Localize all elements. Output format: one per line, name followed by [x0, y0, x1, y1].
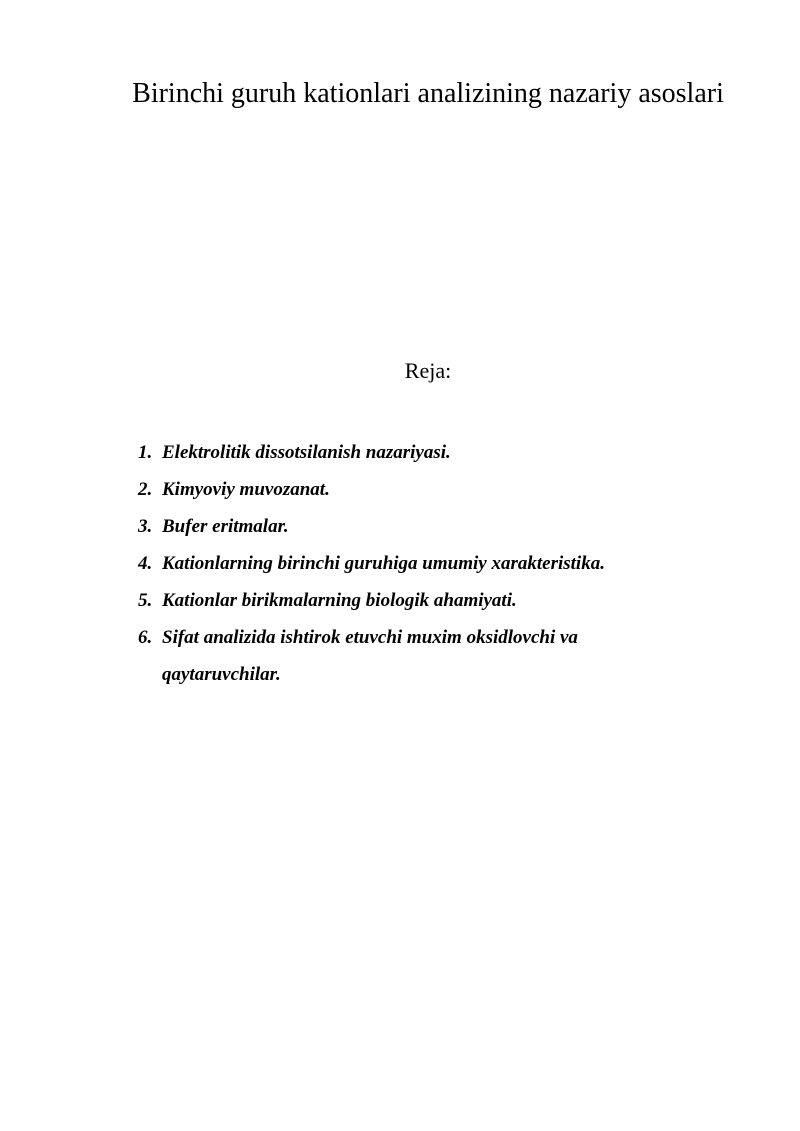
plan-item-2	[138, 471, 698, 508]
plan-item-number: 4.	[138, 553, 153, 574]
plan-item-6	[138, 619, 698, 693]
plan-item-text: Sifat analizida ishtirok etuvchi muxim oksidlovchi va qaytaruvchilar.	[162, 627, 578, 685]
plan-item-number: 2.	[138, 479, 153, 500]
plan-item-text: Bufer eritmalar.	[162, 516, 289, 537]
plan-item-text: Kationlarning birinchi guruhiga umumiy xarakteristika.	[162, 553, 605, 574]
plan-list	[138, 434, 698, 693]
plan-item-1	[138, 434, 698, 471]
plan-item-4	[138, 545, 698, 582]
plan-item-number: 5.	[138, 590, 153, 611]
plan-item-number: 1.	[138, 442, 153, 463]
plan-item-3	[138, 508, 698, 545]
plan-item-text: Elektrolitik dissotsilanish nazariyasi.	[162, 442, 451, 463]
document-title: Birinchi guruh kationlari analizining nazariy asoslari	[132, 78, 724, 109]
plan-item-number: 6.	[138, 627, 153, 648]
plan-heading: Reja:	[404, 358, 452, 383]
plan-item-5	[138, 582, 698, 619]
plan-item-text: Kationlar birikmalarning biologik ahamiyati.	[162, 590, 517, 611]
plan-item-number: 3.	[138, 516, 153, 537]
plan-item-text: Kimyoviy muvozanat.	[162, 479, 330, 500]
